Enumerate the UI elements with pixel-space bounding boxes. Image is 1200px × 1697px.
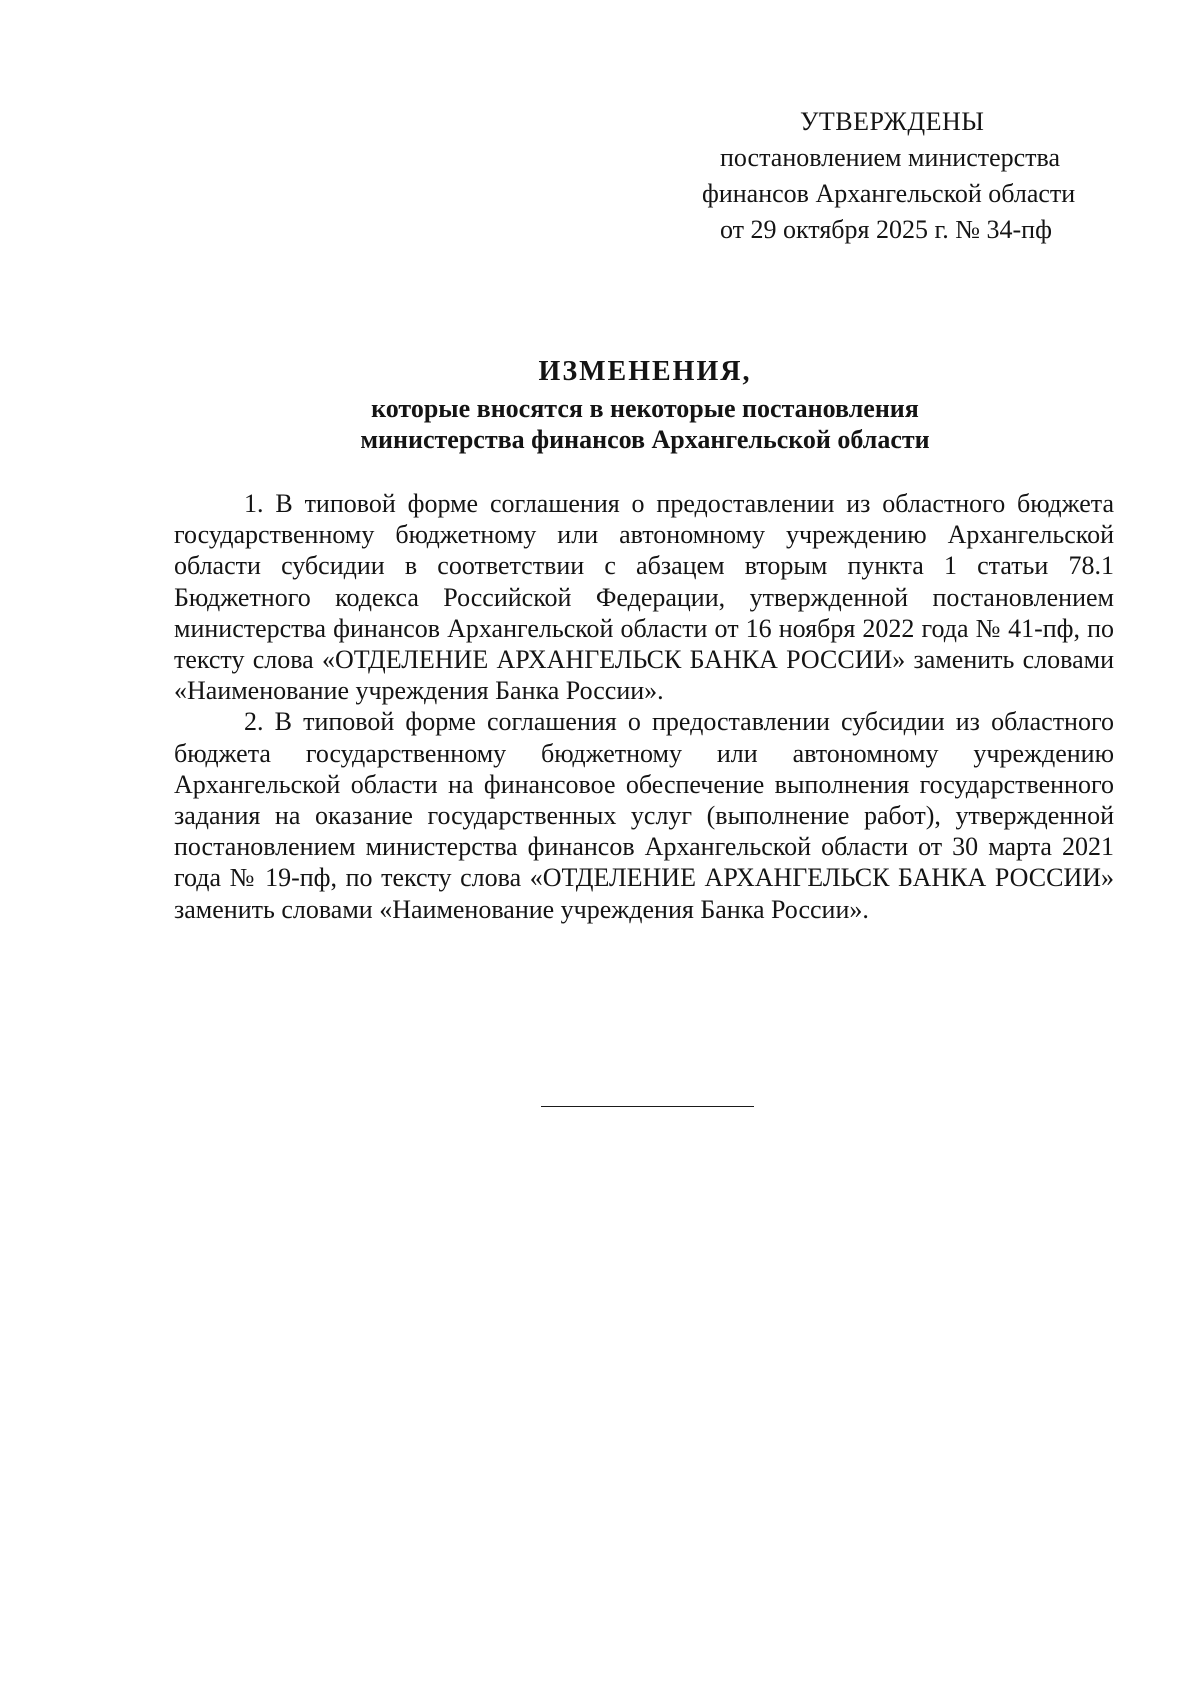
paragraph-1: 1. В типовой форме соглашения о предоставлении из областного бюджета государственному бюджетному или автономному учреждению Архангельской области субсидии в соответствии с абзацем вторым пункта 1 статьи 78.1 Бюджетного кодекса Российской Федерации, утвержденной постановлением министерства финансов Архангельской области от 16 ноября 2022 года № 41-пф, по тексту слова «ОТДЕЛЕНИЕ АРХАНГЕЛЬСК БАНКА РОССИИ» заменить словами «Наименование учреждения Банка России».: [174, 489, 1114, 706]
paragraph-2: 2. В типовой форме соглашения о предоставлении субсидии из областного бюджета государственному бюджетному или автономному учреждению Архангельской области на финансовое обеспечение выполнения государственного задания на оказание государственных услуг (выполнение работ), утвержденной постановлением министерства финансов Архангельской области от 30 марта 2021 года № 19-пф, по тексту слова «ОТДЕЛЕНИЕ АРХАНГЕЛЬСК БАНКА РОССИИ» заменить словами «Наименование учреждения Банка России».: [174, 707, 1114, 924]
approval-heading: УТВЕРЖДЕНЫ: [800, 107, 985, 136]
document-title: ИЗМЕНЕНИЯ,: [538, 356, 752, 387]
document-body: [174, 488, 1114, 925]
approval-line-1: постановлением министерства: [720, 143, 1061, 172]
document-subtitle-line-1: которые вносятся в некоторые постановления: [371, 394, 919, 423]
approval-stamp-block: [690, 104, 1150, 248]
document-title-block: [170, 355, 1120, 455]
approval-line-3: от 29 октября 2025 г. № 34-пф: [720, 215, 1052, 244]
document-subtitle-line-2: министерства финансов Архангельской области: [360, 425, 930, 454]
end-separator-line: [541, 1106, 754, 1107]
approval-line-2: финансов Архангельской области: [702, 179, 1076, 208]
